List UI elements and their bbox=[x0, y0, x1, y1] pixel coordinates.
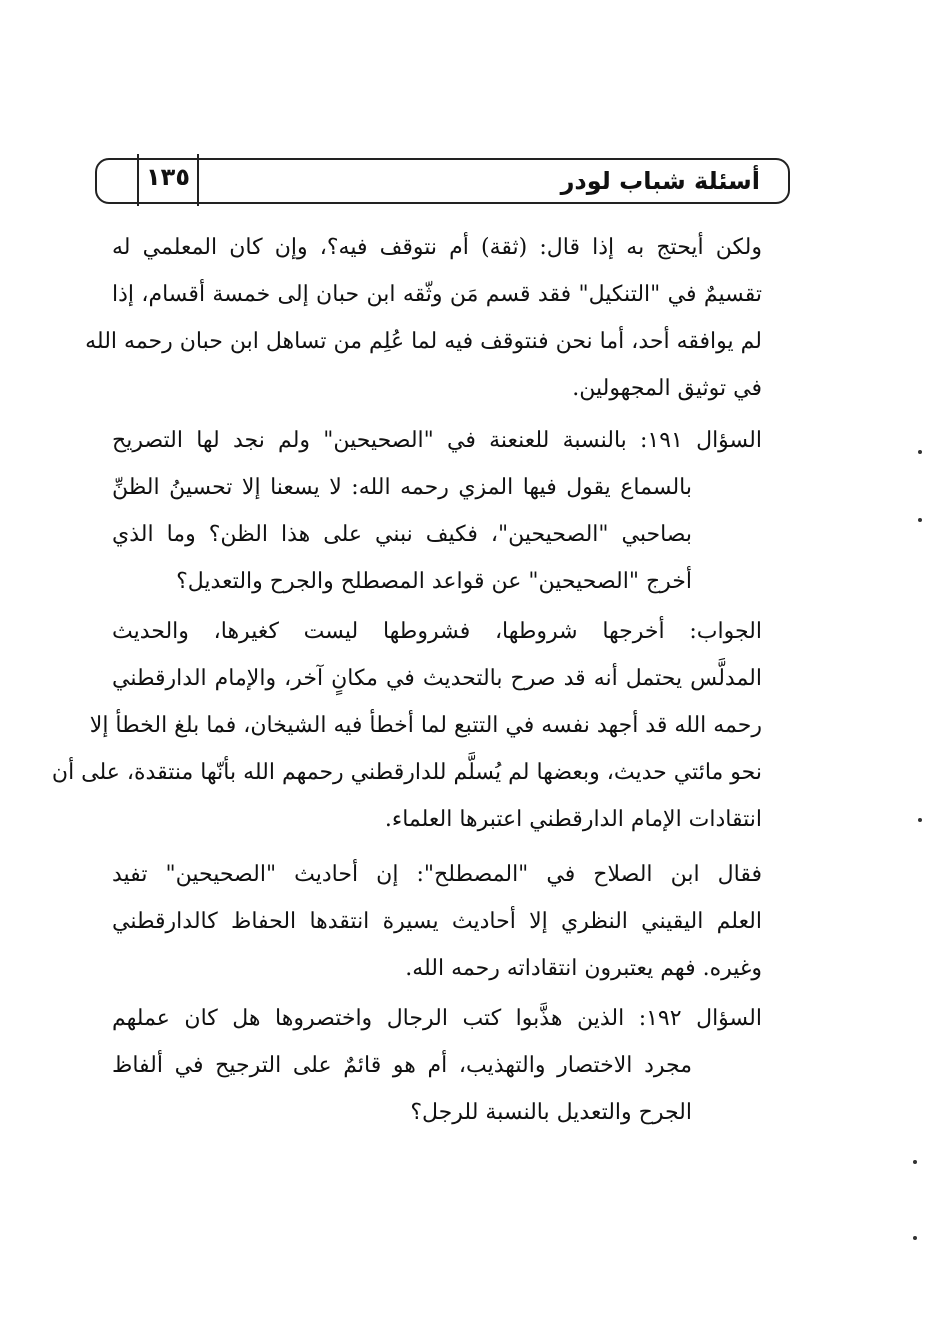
answer-line: رحمه الله قد أجهد نفسه في التتبع لما أخطأ فيه الشيخان، فما بلغ الخطأ إلا bbox=[89, 713, 762, 738]
answer-line: نحو مائتي حديث، وبعضها لم يُسلَّم للدارقطني رحمهم الله بأنّها منتقدة، على أن bbox=[51, 760, 762, 785]
scan-speck bbox=[918, 518, 922, 522]
text-line: ولكن أيحتج به إذا قال: (ثقة) أم نتوقف فيه؟، وإن كان المعلمي له bbox=[112, 235, 762, 260]
scan-speck bbox=[913, 1160, 917, 1164]
page-number-box bbox=[137, 154, 199, 206]
page-number: ١٣٥ bbox=[146, 163, 190, 191]
answer-line: الجواب: أخرجها شروطها، فشروطها ليست كغيرها، والحديث bbox=[112, 619, 762, 644]
scan-speck bbox=[918, 450, 922, 454]
text-line: العلم اليقيني النظري إلا أحاديث يسيرة انتقدها الحفاظ كالدارقطني bbox=[112, 909, 762, 934]
text-line: فقال ابن الصلاح في "المصطلح": إن أحاديث "الصحيحين" تفيد bbox=[112, 862, 762, 887]
answer-line: المدلَّس يحتمل أنه قد صرح بالتحديث في مكانٍ آخر، والإمام الدارقطني bbox=[112, 666, 762, 691]
question-line: الجرح والتعديل بالنسبة للرجل؟ bbox=[410, 1100, 692, 1125]
running-header bbox=[95, 158, 790, 204]
question-line: بصاحبي "الصحيحين"، فكيف نبني على هذا الظن؟ وما الذي bbox=[112, 522, 692, 547]
book-title: أسئلة شباب لودر bbox=[560, 167, 760, 195]
question-line: السؤال ١٩٢: الذين هذَّبوا كتب الرجال واختصروها هل كان عملهم bbox=[112, 1006, 762, 1031]
text-line: وغيره. فهم يعتبرون انتقاداته رحمه الله. bbox=[405, 956, 762, 981]
answer-line: انتقادات الإمام الدارقطني اعتبرها العلماء. bbox=[384, 807, 762, 832]
text-line: تقسيمٌ في "التنكيل" فقد قسم مَن وثّقه ابن حبان إلى خمسة أقسام، إذا bbox=[112, 282, 762, 307]
text-line: في توثيق المجهولين. bbox=[572, 376, 762, 401]
question-line: بالسماع يقول فيها المزي رحمه الله: لا يسعنا إلا تحسينُ الظنِّ bbox=[112, 475, 692, 500]
question-line: أخرج "الصحيحين" عن قواعد المصطلح والجرح والتعديل؟ bbox=[176, 569, 692, 594]
scan-speck bbox=[913, 1236, 917, 1240]
question-line: مجرد الاختصار والتهذيب، أم هو قائمٌ على الترجيح في ألفاظ bbox=[112, 1053, 692, 1078]
question-line: السؤال ١٩١: بالنسبة للعنعنة في "الصحيحين" ولم نجد لها التصريح bbox=[112, 428, 762, 453]
text-line: لم يوافقه أحد، أما نحن فنتوقف فيه لما عُلِم من تساهل ابن حبان رحمه الله bbox=[85, 329, 762, 354]
scan-speck bbox=[918, 818, 922, 822]
